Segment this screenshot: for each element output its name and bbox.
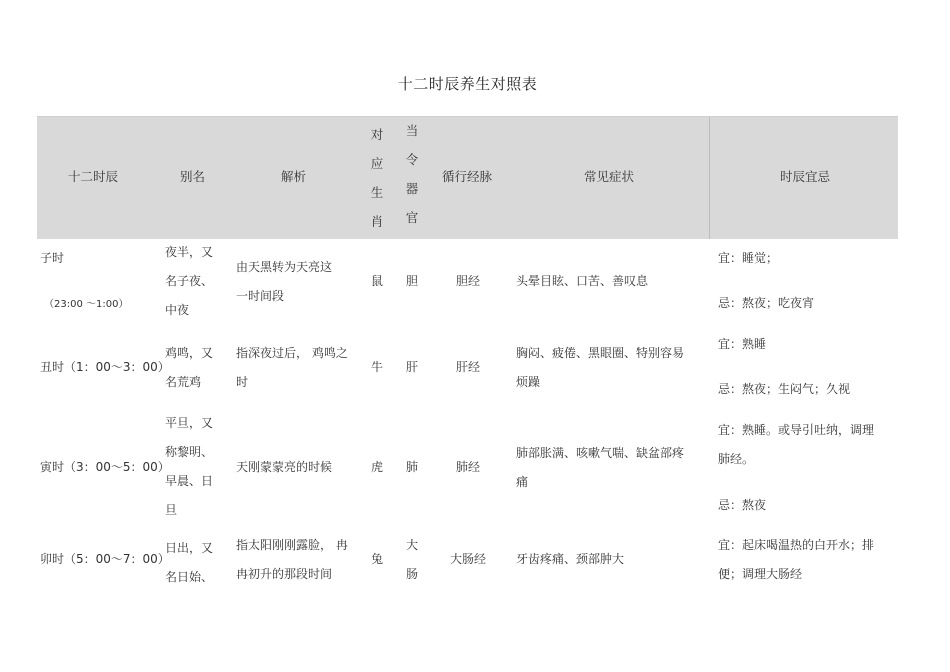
header-zodiac-char: 生 [370,185,384,200]
meridian-cell: 肝经 [456,360,481,374]
symptoms-line: 胸闷、疲倦、黑眼圈、特别容易 [516,346,685,360]
header-analysis: 解析 [281,169,307,184]
meridian-cell: 大肠经 [450,552,487,566]
advice-yi [718,244,778,273]
header-symptoms: 常见症状 [584,169,635,184]
advice-ji [718,289,814,318]
header-organ-char: 当 [405,123,419,138]
analysis-line: 指太阳刚刚露脸， 冉 [236,538,348,552]
zodiac-cell: 鼠 [371,274,384,288]
analysis-line: 时 [236,375,249,389]
header-organ-char: 官 [405,210,419,225]
meridian-cell: 胆经 [456,274,481,288]
organ-cell [406,453,418,482]
alias-line: 名子夜、 [165,274,214,288]
advice-line: 宜：熟睡。或导引吐纳，调理 [718,423,875,437]
page-title: 十二时辰养生对照表 [397,75,538,93]
header-organ-char: 器 [405,181,419,196]
organ-line: 肺 [406,460,419,474]
shichen-name: 丑时（1：00～3：00） [40,360,170,374]
alias-line: 鸡鸣，又 [165,346,214,360]
alias-line: 夜半，又 [165,245,214,259]
advice-line: 宜：熟睡 [718,337,767,351]
shichen-name: 子时 [40,251,65,265]
organ-cell [406,267,418,296]
advice-yi [718,330,766,359]
analysis-line: 指深夜过后， 鸡鸣之 [236,346,348,360]
alias-cell [165,409,213,525]
shichen-name: 寅时（3：00～5：00） [40,460,170,474]
meridian-cell: 肺经 [456,460,481,474]
header-zodiac [370,120,384,236]
analysis-line: 天刚蒙蒙亮的时候 [236,460,333,474]
analysis-cell [236,453,332,482]
alias-line: 中夜 [165,303,190,317]
header-zodiac-char: 应 [370,156,384,171]
advice-line: 忌：熬夜 [718,498,767,512]
advice-line: 忌：熬夜；生闷气；久视 [718,382,851,396]
alias-line: 名荒鸡 [165,375,202,389]
header-zodiac-char: 肖 [370,214,384,229]
organ-line: 胆 [406,274,419,288]
symptoms-cell [516,339,684,397]
advice-line: 便；调理大肠经 [718,567,803,581]
advice-line: 宜：起床喝温热的白开水；排 [718,538,875,552]
alias-line: 旦 [165,503,178,517]
advice-line: 忌：熬夜；吃夜宵 [718,296,815,310]
analysis-line: 冉初升的那段时间 [236,567,333,581]
header-zodiac-char: 对 [370,127,384,142]
alias-line: 名日始、 [165,570,214,584]
symptoms-line: 肺部胀满、咳嗽气喘、缺盆部疼 [516,446,685,460]
symptoms-line: 烦躁 [516,375,541,389]
shichen-time: （23:00 ～1:00） [44,299,129,310]
organ-line: 肝 [406,360,419,374]
header-alias: 别名 [180,169,206,184]
advice-line: 宜：睡觉； [718,251,779,265]
analysis-cell [236,339,348,397]
analysis-line: 由天黑转为天亮这 [236,260,333,274]
symptoms-line: 头晕目眩、口苦、善叹息 [516,274,649,288]
alias-cell [165,238,213,325]
column-divider [709,117,710,239]
alias-cell [165,534,213,592]
advice-line: 肺经。 [718,452,755,466]
analysis-cell [236,253,332,311]
analysis-cell [236,531,348,589]
advice-ji [718,491,766,520]
organ-line: 肠 [406,567,419,581]
symptoms-line: 牙齿疼痛、颈部肿大 [516,552,625,566]
alias-line: 早晨、日 [165,474,214,488]
zodiac-cell: 虎 [371,460,384,474]
header-organ-char: 令 [405,152,419,167]
symptoms-cell [516,545,624,574]
advice-yi [718,531,874,589]
header-shichen: 十二时辰 [68,169,119,184]
alias-cell [165,339,213,397]
symptoms-line: 痛 [516,475,529,489]
symptoms-cell [516,439,684,497]
analysis-line: 一时间段 [236,289,285,303]
alias-line: 称黎明、 [165,445,214,459]
advice-yi [718,416,874,474]
zodiac-cell: 牛 [371,360,384,374]
symptoms-cell [516,267,648,296]
header-advice: 时辰宜忌 [780,169,831,184]
shichen-name: 卯时（5：00～7：00） [40,552,170,566]
alias-line: 日出，又 [165,541,214,555]
zodiac-cell: 兔 [371,552,384,566]
organ-cell [406,353,418,382]
alias-line: 平旦，又 [165,416,214,430]
header-meridian: 循行经脉 [442,169,493,184]
organ-line: 大 [406,538,419,552]
organ-cell [406,531,418,589]
advice-ji [718,375,850,404]
header-organ [405,116,419,232]
